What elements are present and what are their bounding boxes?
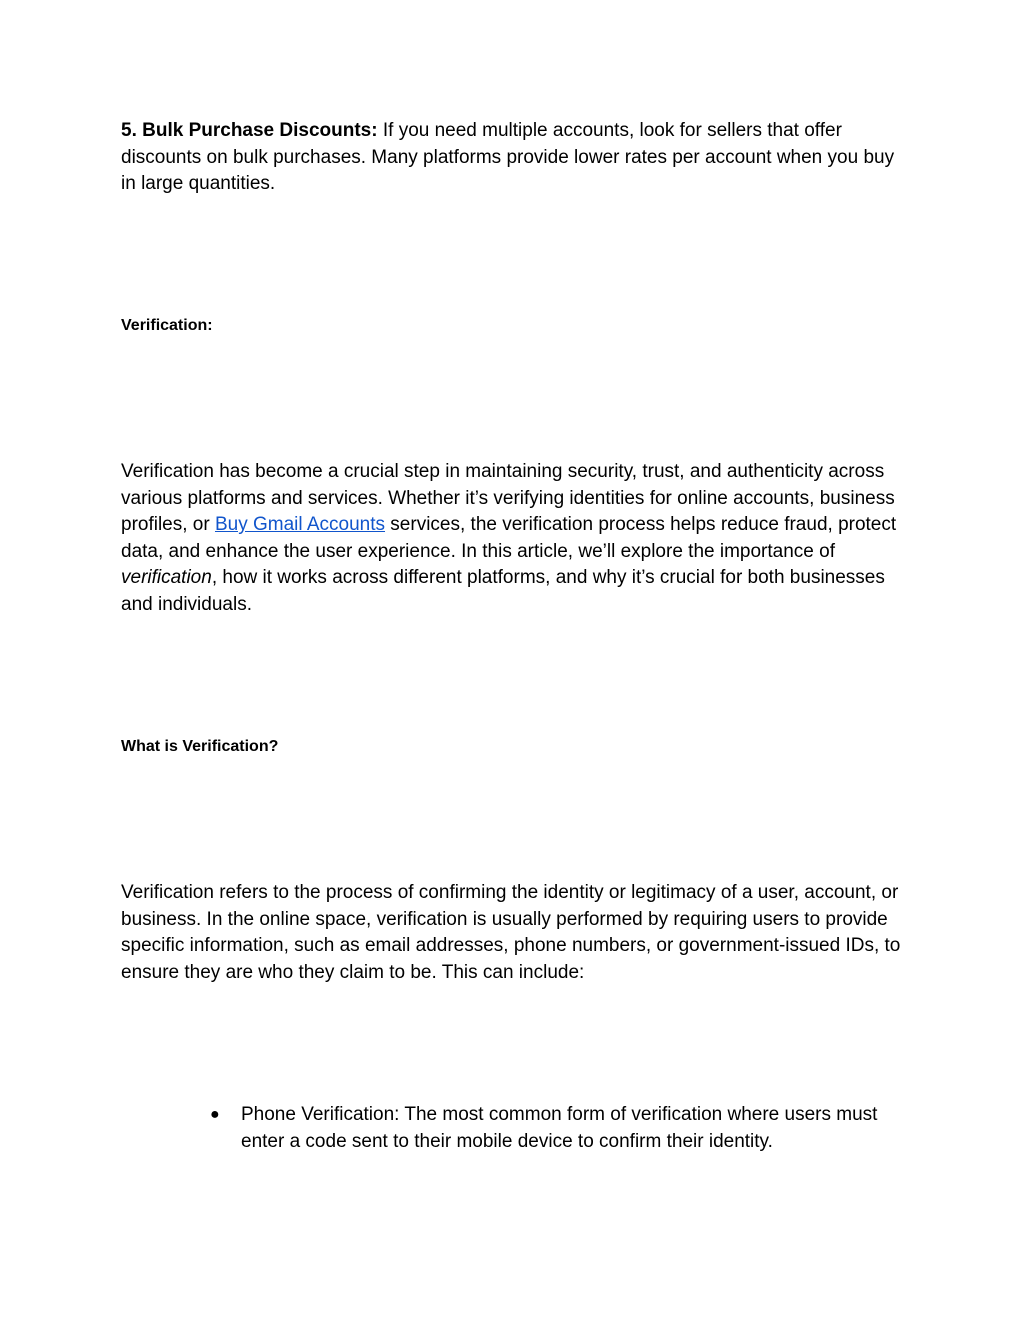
verification-italic-word: verification bbox=[121, 567, 212, 589]
buy-gmail-accounts-link[interactable]: Buy Gmail Accounts bbox=[214, 514, 386, 536]
bullet-icon: ● bbox=[210, 1106, 220, 1123]
what-is-verification-paragraph: Verification refers to the process of confirming the identity or legitimacy of a user, account, or business. In the online space, verification is usually performed by requiring users to provide specific information, such as email addresses, phone numbers, or government-issued IDs, to ensure they are who they claim to be. This can include: bbox=[121, 882, 901, 983]
bulk-purchase-label: 5. Bulk Purchase Discounts: bbox=[121, 120, 378, 141]
what-is-verification-heading: What is Verification? bbox=[121, 738, 279, 755]
bulk-purchase-text: If you need multiple accounts, look for sellers that offer discounts on bulk purchases. Many platforms provide lower rates per account when you buy in large quantities. bbox=[121, 120, 895, 195]
list-item bbox=[210, 1102, 900, 1155]
list-item-text: Phone Verification: The most common form of verification where users must enter a code sent to their mobile device to confirm their identity. bbox=[241, 1104, 878, 1152]
verification-intro-paragraph bbox=[121, 459, 911, 619]
verification-text-part3: , how it works across different platforms, and why it’s crucial for both businesses and individuals. bbox=[121, 567, 885, 615]
verification-text-part2: services, the verification process helps reduce fraud, protect data, and enhance the user experience. In this article, we’ll explore the importance of bbox=[121, 514, 897, 562]
bulk-purchase-paragraph bbox=[121, 118, 911, 198]
verification-heading: Verification: bbox=[121, 317, 213, 334]
verification-text-part1: Verification has become a crucial step in maintaining security, trust, and authenticity across various platforms and services. Whether it’s verifying identities for online accounts, business profiles, or bbox=[121, 461, 895, 536]
